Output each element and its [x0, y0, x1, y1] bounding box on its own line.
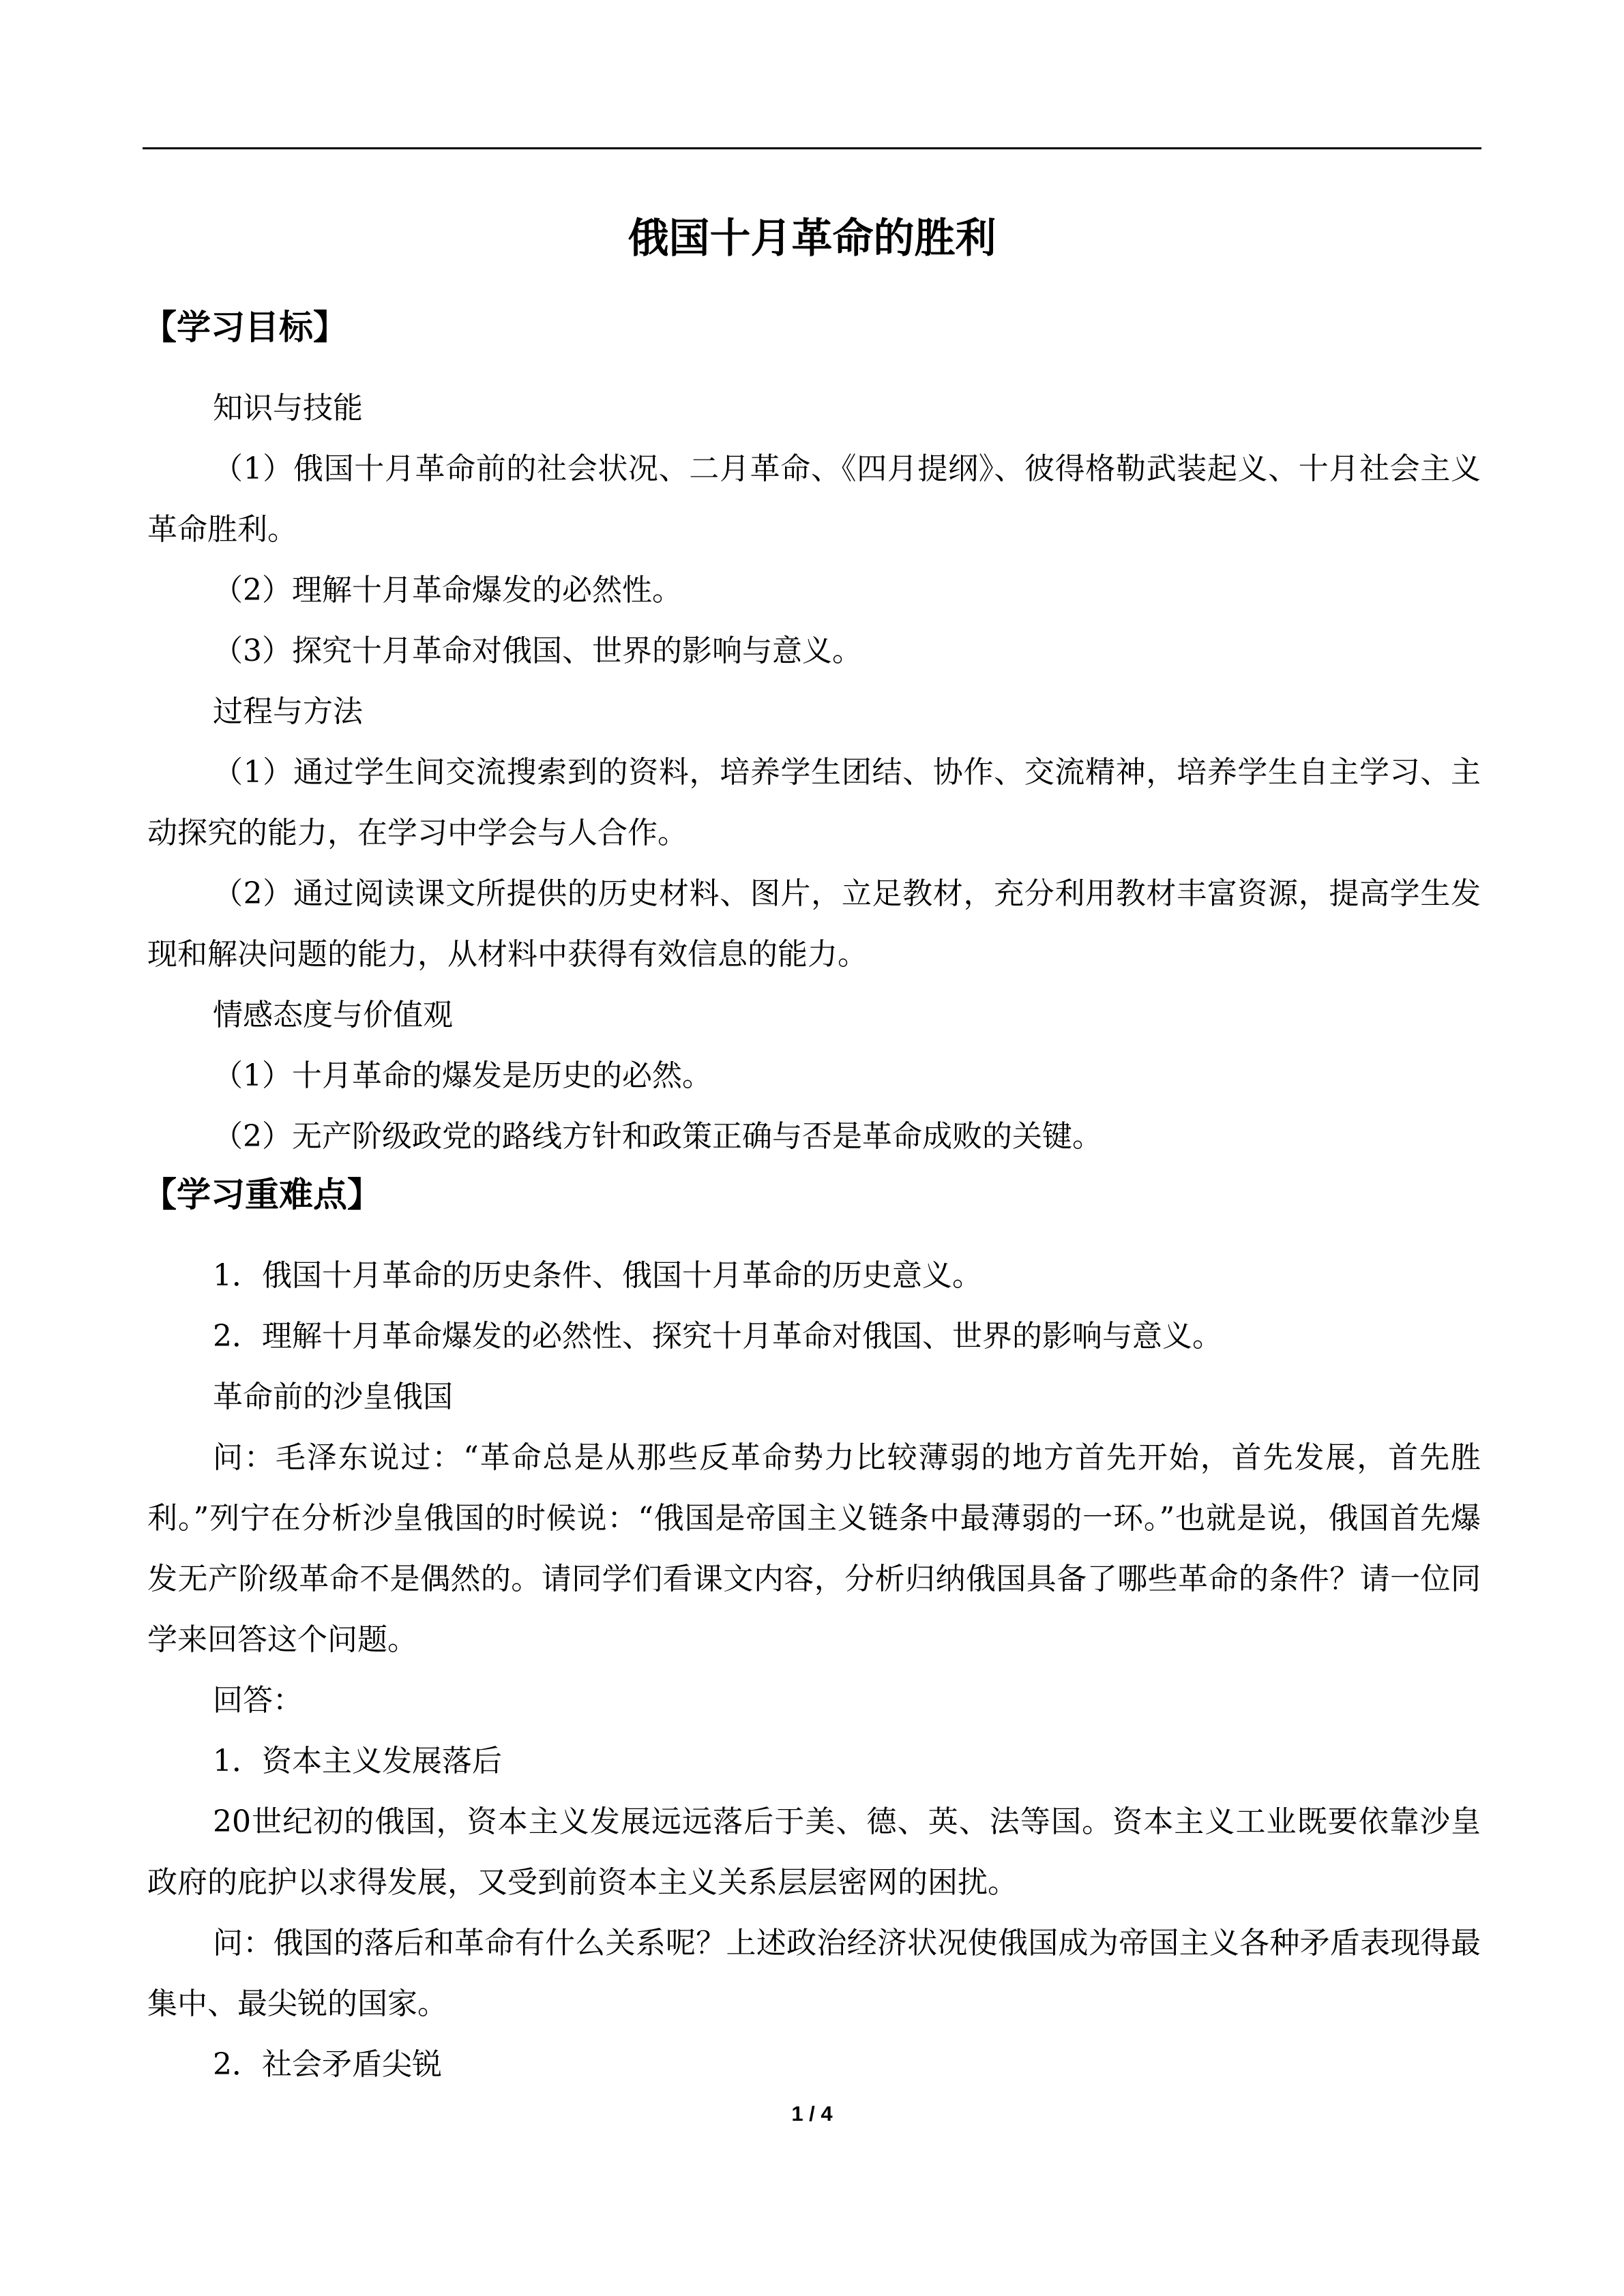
key-point-1: 1．俄国十月革命的历史条件、俄国十月革命的历史意义。: [213, 1258, 982, 1293]
objectives-body: [147, 378, 1481, 1167]
attitude-item-2: （2）无产阶级政党的路线方针和政策正确与否是革命成败的关键。: [213, 1119, 1102, 1154]
section-heading-objectives: 【学习目标】: [143, 308, 347, 347]
point-1-text: 20世纪初的俄国，资本主义发展远远落后于美、德、英、法等国。资本主义工业既要依靠沙皇政府的庇护以求得发展，又受到前资本主义关系层层密网的困扰。: [147, 1804, 1481, 1900]
knowledge-item-2: （2）理解十月革命爆发的必然性。: [213, 573, 682, 608]
page-title: 俄国十月革命的胜利: [628, 215, 996, 263]
page-number: 1 / 4: [791, 2102, 833, 2126]
process-item-2: （2）通过阅读课文所提供的历史材料、图片，立足教材，充分利用教材丰富资源，提高学生发现和解决问题的能力，从材料中获得有效信息的能力。: [147, 876, 1481, 972]
knowledge-label: 知识与技能: [213, 391, 363, 426]
header-rule: [143, 147, 1481, 149]
question-1: 问：毛泽东说过：“革命总是从那些反革命势力比较薄弱的地方首先开始，首先发展，首先胜利。”列宁在分析沙皇俄国的时候说：“俄国是帝国主义链条中最薄弱的一环。”也就是说，俄国首先爆发无产阶级革命不是偶然的。请同学们看课文内容，分析归纳俄国具备了哪些革命的条件？请一位同学来回答这个问题。: [147, 1440, 1481, 1657]
key-points-body: [147, 1245, 1481, 2095]
subheading-tsarist-russia: 革命前的沙皇俄国: [213, 1380, 453, 1414]
answer-label: 回答：: [213, 1683, 303, 1718]
process-label: 过程与方法: [213, 694, 363, 729]
point-1-heading: 1．资本主义发展落后: [213, 1744, 502, 1778]
process-item-1: （1）通过学生间交流搜索到的资料，培养学生团结、协作、交流精神，培养学生自主学习、主动探究的能力，在学习中学会与人合作。: [147, 755, 1481, 850]
attitude-label: 情感态度与价值观: [213, 998, 453, 1032]
point-2-heading: 2．社会矛盾尖锐: [213, 2047, 442, 2082]
key-point-2: 2．理解十月革命爆发的必然性、探究十月革命对俄国、世界的影响与意义。: [213, 1319, 1222, 1354]
section-heading-key-points: 【学习重难点】: [143, 1175, 381, 1214]
attitude-item-1: （1）十月革命的爆发是历史的必然。: [213, 1058, 712, 1093]
knowledge-item-3: （3）探究十月革命对俄国、世界的影响与意义。: [213, 633, 862, 668]
question-2: 问：俄国的落后和革命有什么关系呢？上述政治经济状况使俄国成为帝国主义各种矛盾表现得最集中、最尖锐的国家。: [147, 1926, 1481, 2021]
knowledge-item-1: （1）俄国十月革命前的社会状况、二月革命、《四月提纲》、彼得格勒武装起义、十月社会主义革命胜利。: [147, 451, 1481, 547]
